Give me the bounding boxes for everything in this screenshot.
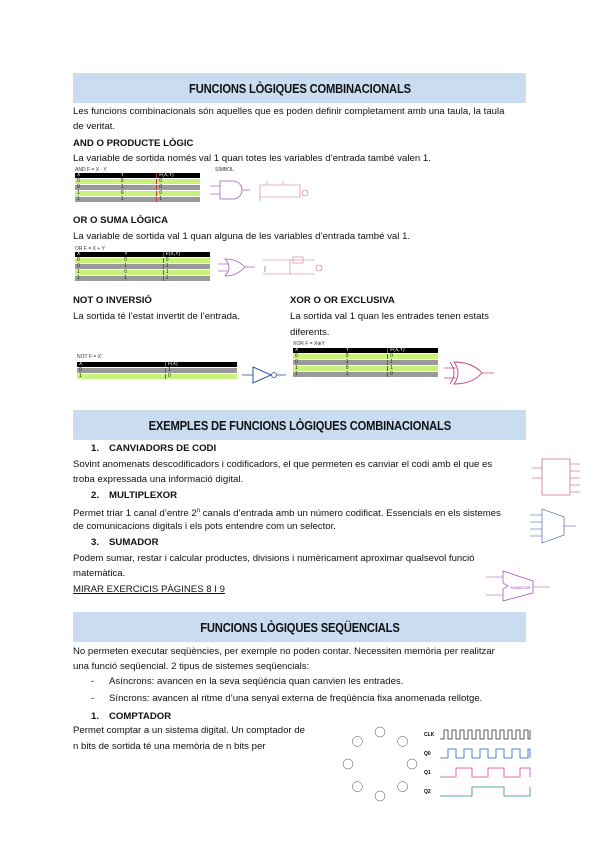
table-cell: 1 [387, 366, 438, 371]
section-banner [73, 410, 526, 440]
table-cell: 0 [387, 354, 438, 359]
table-cell: 0 [77, 368, 165, 373]
xor-text: La sortida val 1 quan les entrades tenen estats [290, 311, 489, 322]
not-truth-table [77, 362, 237, 380]
bullet-text: Síncrons: avancen al ritme d’una senyal externa de freqüència fixa anomenada rellotge. [109, 693, 483, 704]
table-cell: 1 [122, 276, 163, 281]
table-cell: 0 [156, 179, 200, 184]
intro-text: Les funcions combinacionals són aquelles que es poden definir completament amb una taula, la taula [73, 106, 505, 117]
table-cell: 1 [344, 360, 388, 365]
table-cell: 0 [75, 264, 122, 269]
decoder-diagram [530, 456, 585, 498]
item-text: Permet triar 1 canal d’entre 2$^n$ canals d’entrada amb un número codificat. Essencials en els sistemes [73, 508, 501, 520]
table-cell: X [75, 252, 122, 257]
table-cell: 1 [75, 276, 122, 281]
table-cell: 1 [387, 360, 438, 365]
table-cell: Y [122, 252, 163, 257]
exercises-link[interactable]: MIRAR EXERCICIS PÀGINES 8 I 9 [73, 584, 225, 595]
symbol-caption: SÍMBOL [215, 167, 234, 173]
table-cell: 0 [344, 354, 388, 359]
not-heading: NOT O INVERSIÓ [73, 295, 152, 306]
state-node [398, 736, 408, 746]
waveform-trace [440, 749, 530, 758]
table-cell: X [75, 173, 119, 178]
not-text: La sortida té l’estat invertit de l’entrada. [73, 311, 240, 322]
item-text: troba expressada una informació digital. [73, 474, 244, 485]
table-cell: 0 [122, 258, 163, 263]
item-number: 3. [91, 537, 100, 548]
table-cell: F(X) [165, 362, 237, 367]
table-cell: F(X,Y) [156, 173, 200, 178]
and-text: La variable de sortida només val 1 quan totes les variables d’entrada també valen 1. [73, 153, 431, 164]
wave-label: Q1 [424, 770, 431, 776]
item-text: Sovint anomenats descodificadors i codificadors, el que permeten es canviar el codi amb el que es [73, 459, 493, 470]
table-cell: 0 [293, 354, 344, 359]
counter-text: n bits de sortida té una memòria de n bits per [73, 741, 266, 752]
or-gate-diagram [215, 254, 335, 282]
table-cell: F(X,Y) [163, 252, 210, 257]
state-node [375, 791, 385, 801]
table-cell: 0 [119, 179, 157, 184]
table-row [75, 197, 200, 203]
and-gate-diagram [205, 175, 325, 205]
table-cell: 0 [75, 179, 119, 184]
wave-label: CLK [424, 732, 435, 738]
table-cell: 0 [156, 191, 200, 196]
table-cell: 1 [293, 366, 344, 371]
section-title: EXEMPLES DE FUNCIONS LÒGIQUES COMBINACIONALS [148, 417, 451, 433]
bullet-dash: - [91, 676, 95, 687]
state-node [352, 736, 362, 746]
table-row [77, 374, 237, 380]
adder-diagram [478, 567, 558, 605]
table-cell: Y [344, 348, 388, 353]
item-heading: CANVIADORS DE CODI [109, 443, 217, 454]
waveform-trace [440, 768, 530, 777]
item-text: de comunicacions digitals i els pots entendre com un selector. [73, 521, 336, 532]
counter-text: Permet comptar a un sistema digital. Un comptador de [73, 725, 305, 736]
table-cell: Y [119, 173, 157, 178]
table-cell: 0 [75, 258, 122, 263]
table-cell: 1 [122, 264, 163, 269]
table-cell: 0 [163, 258, 210, 263]
table-cell: 1 [165, 368, 237, 373]
state-node [352, 782, 362, 792]
state-node [398, 782, 408, 792]
table-cell: 0 [122, 270, 163, 275]
xor-truth-table [293, 348, 438, 378]
table-cell: 1 [119, 197, 157, 202]
adder-label: SUMADOR [510, 585, 531, 590]
table-cell: 0 [156, 185, 200, 190]
table-cell: 0 [119, 191, 157, 196]
state-node [375, 727, 385, 737]
table-cell: 1 [75, 191, 119, 196]
table-cell: 1 [344, 372, 388, 377]
not-gate-diagram [240, 364, 290, 386]
table-row [75, 276, 210, 282]
state-node [407, 759, 417, 769]
or-heading: OR O SUMA LÒGICA [73, 215, 169, 226]
xor-caption: XOR F = X⊕Y [293, 341, 325, 347]
item-heading: COMPTADOR [109, 711, 172, 722]
table-cell: 1 [293, 372, 344, 377]
and-truth-table [75, 173, 200, 203]
intro-text: de veritat. [73, 121, 116, 132]
table-cell: 1 [119, 185, 157, 190]
table-cell: 0 [293, 360, 344, 365]
item-number: 1. [91, 443, 100, 454]
section-title: FUNCIONS LÒGIQUES SEQÜENCIALS [199, 619, 400, 635]
table-cell: 0 [344, 366, 388, 371]
table-cell: 1 [75, 270, 122, 275]
xor-text: diferents. [290, 327, 330, 338]
waveform-trace [440, 787, 530, 796]
table-cell: 0 [75, 185, 119, 190]
counter-state-diagram [335, 722, 425, 806]
table-cell: 1 [156, 197, 200, 202]
or-truth-table [75, 252, 210, 282]
wave-label: Q2 [424, 789, 431, 795]
section-banner [73, 612, 526, 642]
table-cell: X [293, 348, 344, 353]
wave-label: Q0 [424, 751, 431, 757]
seq-text: No permeten executar seqüències, per exemple no poden contar. Necessiten memòria per realitzar [73, 646, 495, 657]
item-text: matemàtica. [73, 568, 126, 579]
section-title: FUNCIONS LÒGIQUES COMBINACIONALS [188, 80, 411, 96]
or-caption: OR F = X + Y [75, 246, 105, 252]
state-node [343, 759, 353, 769]
table-row [293, 372, 438, 378]
xor-heading: XOR O OR EXCLUSIVA [290, 295, 395, 306]
table-cell: 1 [163, 264, 210, 269]
item-heading: SUMADOR [109, 537, 159, 548]
or-text: La variable de sortida val 1 quan alguna de les variables d’entrada també val 1. [73, 231, 411, 242]
bullet-dash: - [91, 693, 95, 704]
counter-waveform [422, 722, 532, 802]
table-cell: 1 [77, 374, 165, 379]
not-caption: NOT F = X' [77, 354, 102, 360]
table-cell: X [77, 362, 165, 367]
item-number: 2. [91, 490, 100, 501]
table-cell: 1 [75, 197, 119, 202]
item-heading: MULTIPLEXOR [109, 490, 178, 501]
table-cell: F(X,Y) [387, 348, 438, 353]
table-cell: 0 [387, 372, 438, 377]
and-heading: AND O PRODUCTE LÒGIC [73, 138, 194, 149]
table-cell: 0 [165, 374, 237, 379]
item-text: Podem sumar, restar i calcular productes, divisions i numèricament aproximar qualsevol funció [73, 553, 475, 564]
bullet-text: Asíncrons: avancen en la seva seqüència quan canvien les entrades. [109, 676, 404, 687]
section-banner [73, 73, 526, 103]
table-cell: 1 [163, 270, 210, 275]
seq-text: una funció seqüencial. 2 tipus de sistemes seqüencials: [73, 661, 310, 672]
item-number: 1. [91, 711, 100, 722]
and-caption: AND F = X · Y [75, 167, 107, 173]
waveform-trace [440, 730, 530, 739]
xor-gate-diagram [442, 358, 497, 388]
multiplexer-diagram [528, 505, 583, 547]
table-cell: 1 [163, 276, 210, 281]
